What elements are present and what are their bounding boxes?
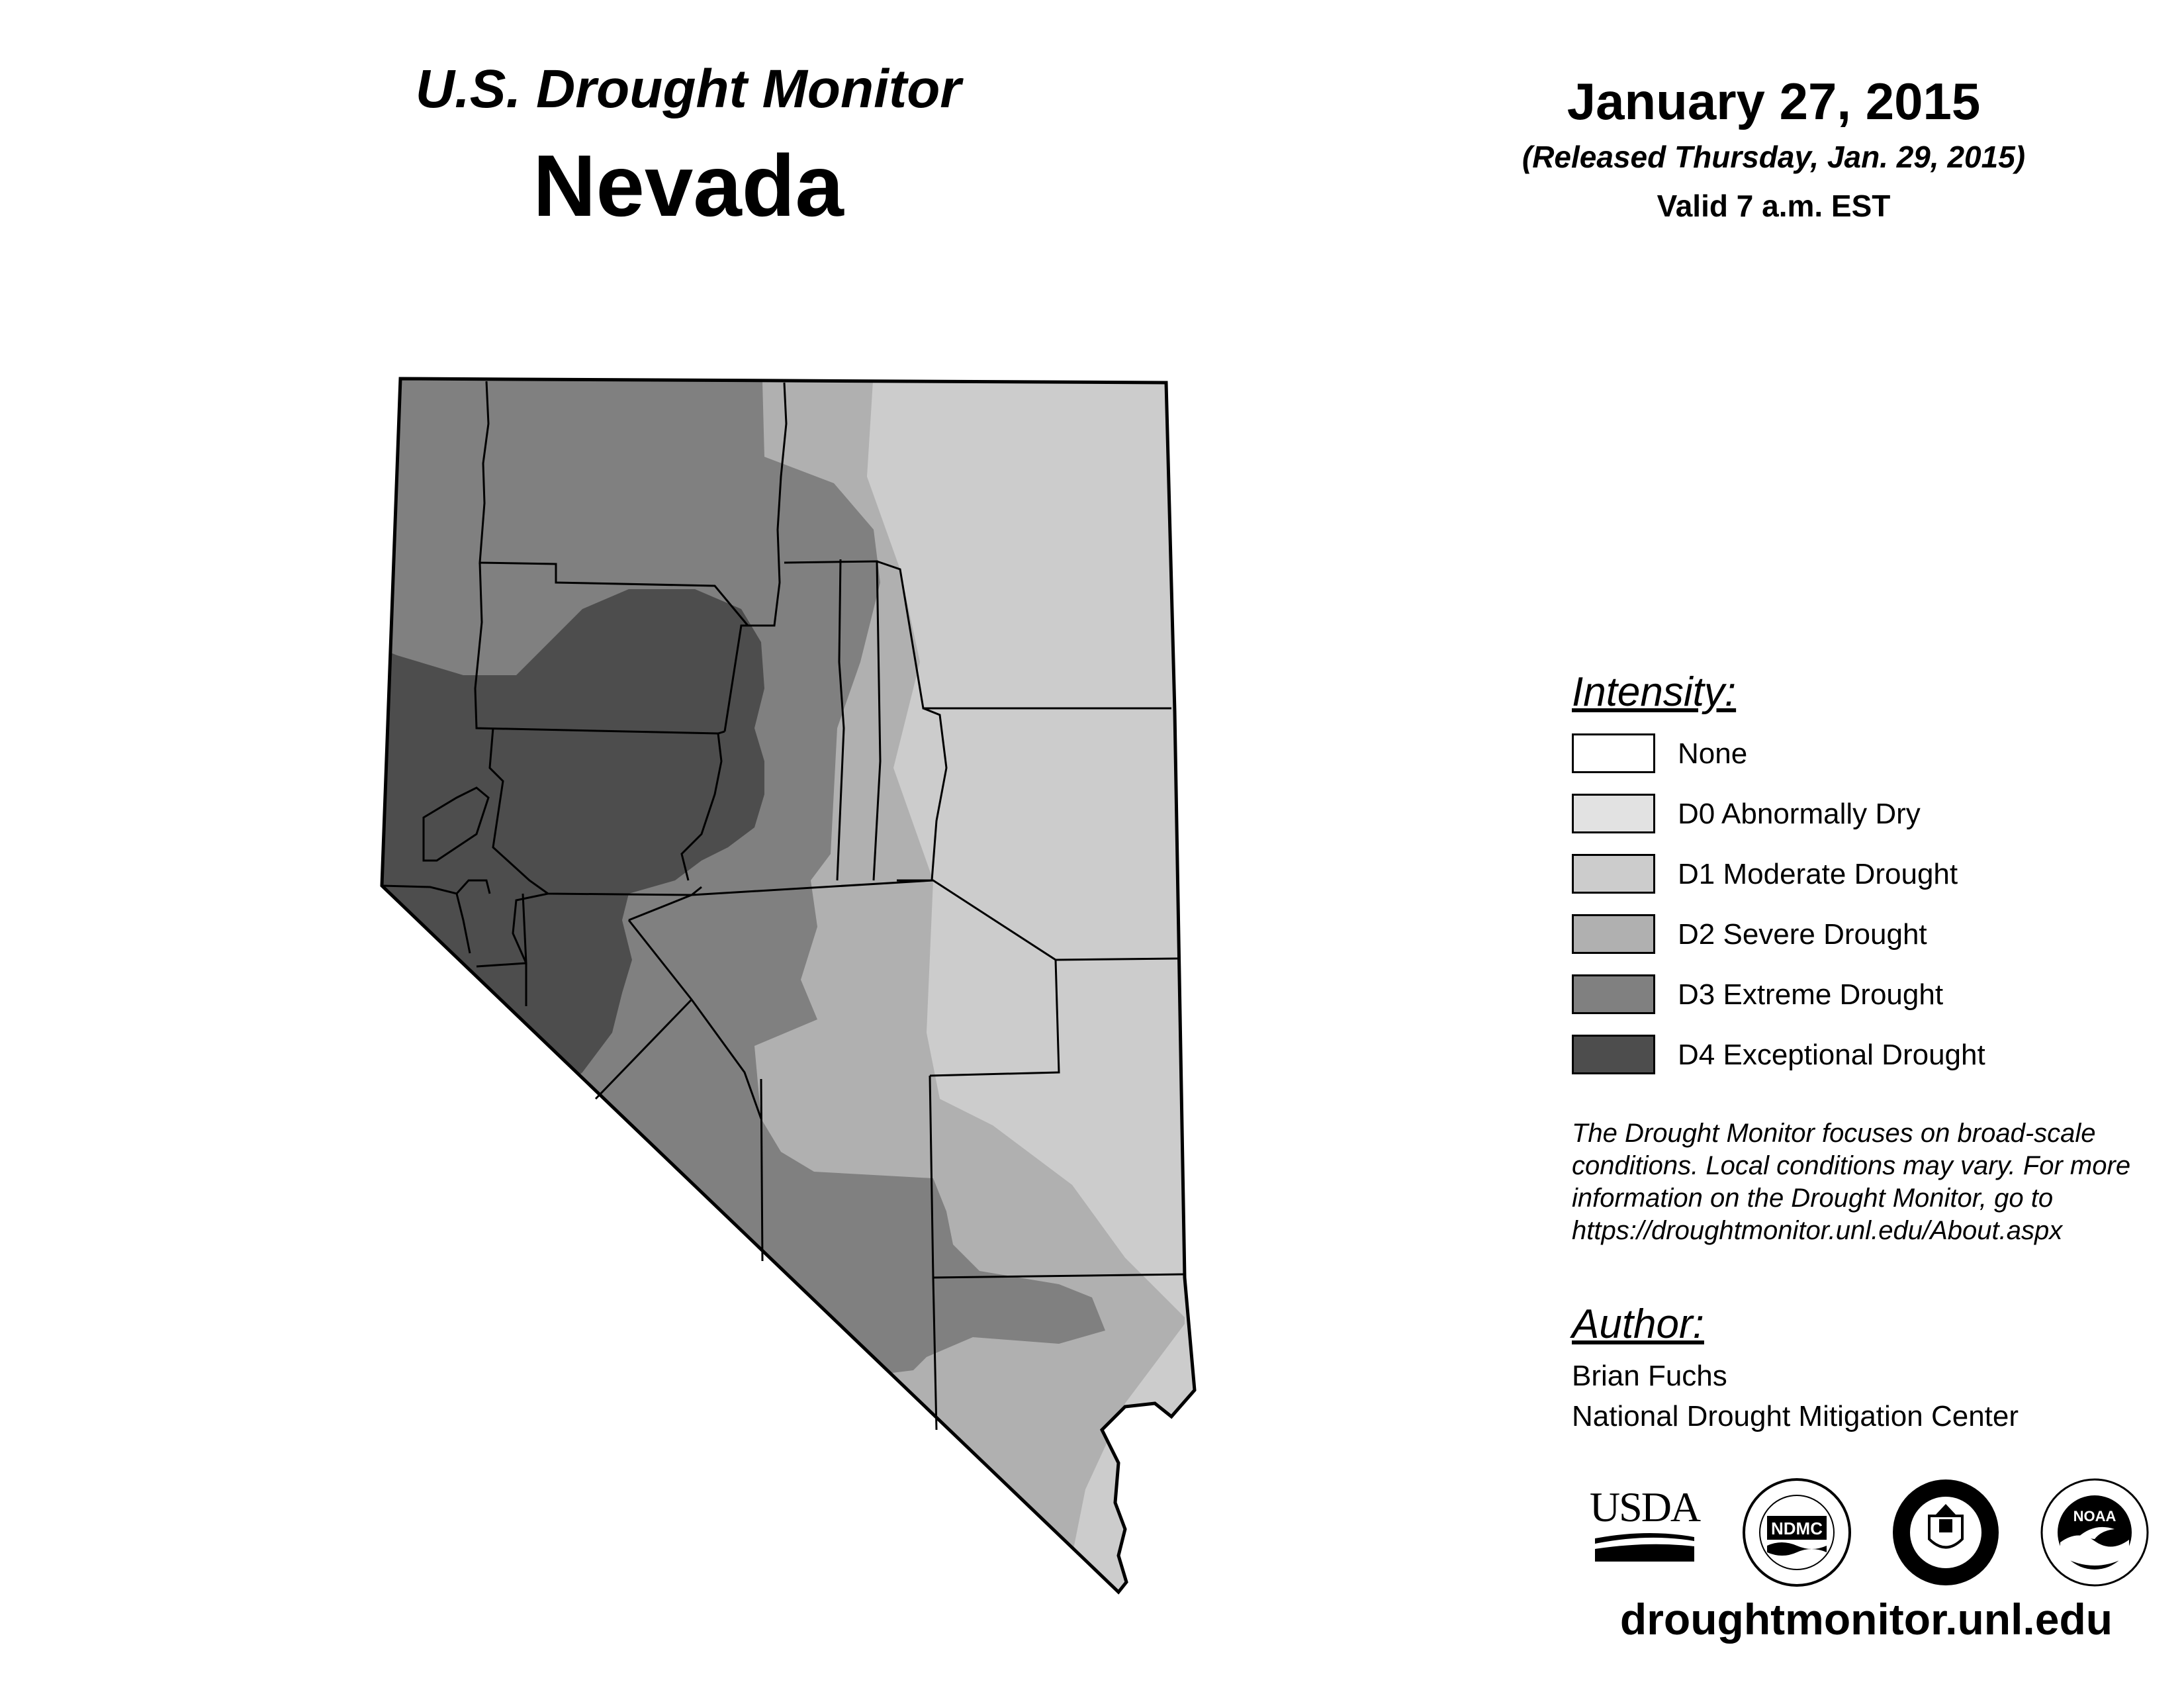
legend-swatch xyxy=(1572,1035,1655,1074)
legend-label: D4 Exceptional Drought xyxy=(1678,1039,1985,1071)
usda-hills-icon xyxy=(1588,1532,1701,1565)
legend-item-none xyxy=(1572,733,2141,774)
noaa-logo xyxy=(2038,1476,2151,1589)
author-heading: Author: xyxy=(1572,1301,1704,1347)
legend-swatch xyxy=(1572,733,1655,773)
legend-swatch xyxy=(1572,854,1655,894)
website-url[interactable]: droughtmonitor.unl.edu xyxy=(1619,1595,2113,1644)
ndmc-logo-text: NDMC xyxy=(1771,1519,1823,1538)
legend-label: None xyxy=(1678,737,1748,770)
legend-swatch xyxy=(1572,914,1655,954)
state-name: Nevada xyxy=(533,137,844,234)
legend-item-d0 xyxy=(1572,794,2141,835)
legend-label: D0 Abnormally Dry xyxy=(1678,798,1921,830)
legend-swatch xyxy=(1572,794,1655,833)
usda-logo-text: USDA xyxy=(1589,1483,1700,1530)
usda-logo xyxy=(1588,1483,1701,1562)
commerce-seal-logo xyxy=(1889,1476,2002,1589)
disclaimer-note: The Drought Monitor focuses on broad-scale conditions. Local conditions may vary. For more information on the Drought Monitor, go to https://droughtmonitor.unl.edu/About.aspx xyxy=(1572,1119,2131,1245)
ndmc-logo xyxy=(1741,1476,1853,1589)
legend-label: D3 Extreme Drought xyxy=(1678,978,1944,1011)
valid-date: January 27, 2015 xyxy=(1567,72,1981,130)
legend-label: D2 Severe Drought xyxy=(1678,918,1927,951)
legend-item-d3 xyxy=(1572,974,2141,1015)
author-name: Brian Fuchs xyxy=(1572,1360,1727,1392)
release-date: (Released Thursday, Jan. 29, 2015) xyxy=(1522,140,2026,174)
noaa-logo-text: NOAA xyxy=(2073,1508,2116,1524)
legend-item-d1 xyxy=(1572,854,2141,895)
legend-label: D1 Moderate Drought xyxy=(1678,858,1958,890)
legend-item-d4 xyxy=(1572,1035,2141,1076)
map-title: U.S. Drought Monitor xyxy=(415,59,962,119)
legend-swatch xyxy=(1572,974,1655,1014)
legend-heading: Intensity: xyxy=(1572,669,1737,715)
legend-item-d2 xyxy=(1572,914,2141,955)
valid-time: Valid 7 a.m. EST xyxy=(1657,189,1891,223)
author-organization: National Drought Mitigation Center xyxy=(1572,1400,2019,1432)
